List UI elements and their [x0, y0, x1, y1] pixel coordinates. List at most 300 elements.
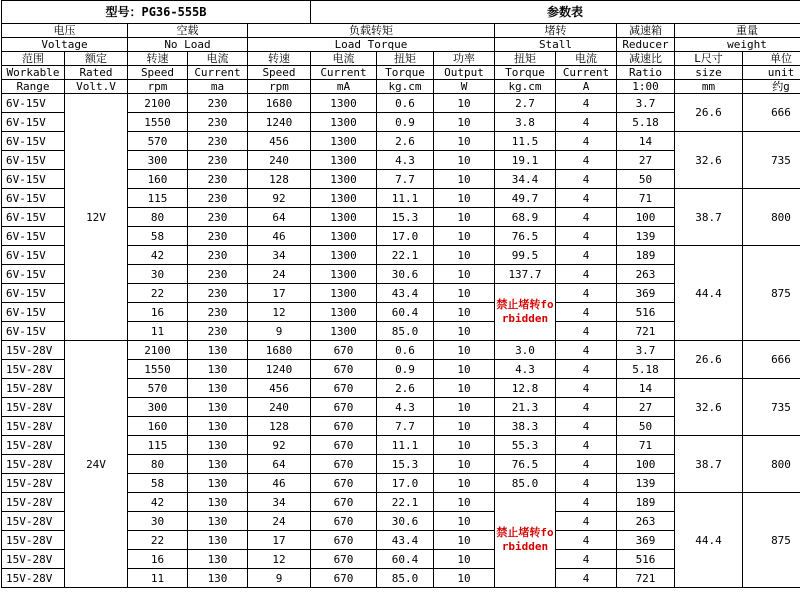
- noload-current-cell: 230: [188, 132, 248, 151]
- ratio-cell: 14: [617, 132, 675, 151]
- load-torque-cell: 15.3: [377, 208, 434, 227]
- noload-speed-cell: 115: [128, 436, 188, 455]
- noload-current-cell: 130: [188, 436, 248, 455]
- noload-speed-cell: 11: [128, 569, 188, 588]
- noload-speed-cell: 80: [128, 208, 188, 227]
- load-torque-cell: 2.6: [377, 379, 434, 398]
- column-header-unit: [2, 80, 800, 94]
- noload-speed-cell: 160: [128, 170, 188, 189]
- ratio-cell: 50: [617, 170, 675, 189]
- output-cell: 10: [434, 455, 495, 474]
- load-torque-cell: 43.4: [377, 531, 434, 550]
- output-cell: 10: [434, 189, 495, 208]
- col-unit: mm: [675, 80, 743, 94]
- stall-current-cell: 4: [556, 550, 617, 569]
- load-current-cell: 670: [311, 436, 377, 455]
- col-cn: 扭矩: [495, 52, 556, 66]
- load-current-cell: 670: [311, 360, 377, 379]
- noload-current-cell: 130: [188, 417, 248, 436]
- load-speed-cell: 240: [248, 151, 311, 170]
- noload-speed-cell: 11: [128, 322, 188, 341]
- load-torque-cell: 4.3: [377, 398, 434, 417]
- noload-current-cell: 230: [188, 189, 248, 208]
- col-unit: 约g: [743, 80, 800, 94]
- range-cell: 6V-15V: [2, 113, 65, 132]
- column-header-en: [2, 66, 800, 80]
- load-speed-cell: 64: [248, 208, 311, 227]
- noload-speed-cell: 300: [128, 151, 188, 170]
- noload-current-cell: 130: [188, 455, 248, 474]
- reducer-group-cn: 减速箱: [617, 24, 675, 38]
- ratio-cell: 263: [617, 512, 675, 531]
- noload-current-cell: 230: [188, 113, 248, 132]
- stall-torque-cell: 68.9: [495, 208, 556, 227]
- load-speed-cell: 12: [248, 550, 311, 569]
- ratio-cell: 189: [617, 246, 675, 265]
- noload-speed-cell: 16: [128, 303, 188, 322]
- load-torque-cell: 30.6: [377, 265, 434, 284]
- load-torque-cell: 43.4: [377, 284, 434, 303]
- col-cn: 电流: [188, 52, 248, 66]
- group-header-cn: [2, 24, 800, 38]
- stall-current-cell: 4: [556, 132, 617, 151]
- range-cell: 15V-28V: [2, 379, 65, 398]
- stall-current-cell: 4: [556, 455, 617, 474]
- load-current-cell: 670: [311, 512, 377, 531]
- noload-current-cell: 130: [188, 493, 248, 512]
- stall-torque-cell: 3.0: [495, 341, 556, 360]
- forbidden-stall-note: 禁止堵转forbidden: [495, 493, 556, 588]
- stall-current-cell: 4: [556, 151, 617, 170]
- voltage-group-cn: 电压: [2, 24, 128, 38]
- load-torque-cell: 85.0: [377, 569, 434, 588]
- load-current-cell: 1300: [311, 303, 377, 322]
- gearbox-weight-cell: 875: [743, 246, 800, 341]
- load-current-cell: 1300: [311, 227, 377, 246]
- col-cn: 功率: [434, 52, 495, 66]
- stall-current-cell: 4: [556, 246, 617, 265]
- stall-current-cell: 4: [556, 417, 617, 436]
- load-current-cell: 670: [311, 474, 377, 493]
- load-speed-cell: 24: [248, 512, 311, 531]
- params-title: 参数表: [311, 1, 800, 24]
- stall-torque-cell: 49.7: [495, 189, 556, 208]
- output-cell: 10: [434, 379, 495, 398]
- output-cell: 10: [434, 512, 495, 531]
- gearbox-size-cell: 38.7: [675, 189, 743, 246]
- load-speed-cell: 34: [248, 493, 311, 512]
- output-cell: 10: [434, 208, 495, 227]
- range-cell: 15V-28V: [2, 531, 65, 550]
- stall-torque-cell: 4.3: [495, 360, 556, 379]
- load-speed-cell: 1680: [248, 341, 311, 360]
- col-en: unit: [743, 66, 800, 80]
- load-speed-cell: 24: [248, 265, 311, 284]
- output-cell: 10: [434, 531, 495, 550]
- noload-speed-cell: 1550: [128, 113, 188, 132]
- noload-current-cell: 130: [188, 550, 248, 569]
- col-en: Current: [311, 66, 377, 80]
- stall-torque-cell: 38.3: [495, 417, 556, 436]
- ratio-cell: 100: [617, 208, 675, 227]
- noload-current-cell: 230: [188, 227, 248, 246]
- gearbox-weight-cell: 666: [743, 94, 800, 132]
- load-current-cell: 1300: [311, 132, 377, 151]
- noload-speed-cell: 30: [128, 512, 188, 531]
- load-current-cell: 1300: [311, 265, 377, 284]
- load-speed-cell: 1240: [248, 360, 311, 379]
- gearbox-weight-cell: 735: [743, 379, 800, 436]
- range-cell: 15V-28V: [2, 512, 65, 531]
- load-torque-cell: 22.1: [377, 246, 434, 265]
- col-cn: 范围: [2, 52, 65, 66]
- output-cell: 10: [434, 360, 495, 379]
- ratio-cell: 5.18: [617, 113, 675, 132]
- load-speed-cell: 17: [248, 284, 311, 303]
- voltage-group-en: Voltage: [2, 38, 128, 52]
- output-cell: 10: [434, 265, 495, 284]
- spec-table: [1, 0, 800, 588]
- output-cell: 10: [434, 569, 495, 588]
- stall-group-cn: 堵转: [495, 24, 617, 38]
- noload-speed-cell: 58: [128, 474, 188, 493]
- range-cell: 15V-28V: [2, 417, 65, 436]
- output-cell: 10: [434, 113, 495, 132]
- output-cell: 10: [434, 303, 495, 322]
- load-torque-cell: 15.3: [377, 455, 434, 474]
- range-cell: 6V-15V: [2, 170, 65, 189]
- output-cell: 10: [434, 436, 495, 455]
- col-unit: ma: [188, 80, 248, 94]
- noload-current-cell: 130: [188, 474, 248, 493]
- gearbox-weight-cell: 735: [743, 132, 800, 189]
- stall-torque-cell: 3.8: [495, 113, 556, 132]
- output-cell: 10: [434, 170, 495, 189]
- group-header-en: [2, 38, 800, 52]
- range-cell: 6V-15V: [2, 303, 65, 322]
- output-cell: 10: [434, 341, 495, 360]
- stall-torque-cell: 76.5: [495, 227, 556, 246]
- ratio-cell: 5.18: [617, 360, 675, 379]
- noload-speed-cell: 22: [128, 531, 188, 550]
- stall-torque-cell: 19.1: [495, 151, 556, 170]
- range-cell: 15V-28V: [2, 493, 65, 512]
- stall-current-cell: 4: [556, 94, 617, 113]
- stall-current-cell: 4: [556, 512, 617, 531]
- col-cn: 转速: [248, 52, 311, 66]
- col-en: Current: [556, 66, 617, 80]
- noload-speed-cell: 80: [128, 455, 188, 474]
- noload-current-cell: 130: [188, 512, 248, 531]
- load-current-cell: 1300: [311, 246, 377, 265]
- noload-current-cell: 230: [188, 170, 248, 189]
- output-cell: 10: [434, 132, 495, 151]
- load-torque-cell: 11.1: [377, 436, 434, 455]
- stall-current-cell: 4: [556, 113, 617, 132]
- noload-current-cell: 230: [188, 208, 248, 227]
- noload-current-cell: 230: [188, 246, 248, 265]
- col-en: Ratio: [617, 66, 675, 80]
- col-en: Speed: [248, 66, 311, 80]
- noload-current-cell: 230: [188, 265, 248, 284]
- ratio-cell: 516: [617, 303, 675, 322]
- ratio-cell: 139: [617, 227, 675, 246]
- load-speed-cell: 92: [248, 436, 311, 455]
- ratio-cell: 50: [617, 417, 675, 436]
- col-unit: rpm: [248, 80, 311, 94]
- range-cell: 15V-28V: [2, 550, 65, 569]
- load-torque-cell: 0.6: [377, 341, 434, 360]
- ratio-cell: 3.7: [617, 341, 675, 360]
- stall-current-cell: 4: [556, 341, 617, 360]
- gearbox-size-cell: 32.6: [675, 132, 743, 189]
- noload-speed-cell: 58: [128, 227, 188, 246]
- noload-group-en: No Load: [128, 38, 248, 52]
- model-title: 型号：PG36-555B: [2, 1, 311, 24]
- table-row: [2, 341, 800, 360]
- ratio-cell: 139: [617, 474, 675, 493]
- stall-current-cell: 4: [556, 322, 617, 341]
- load-speed-cell: 17: [248, 531, 311, 550]
- load-torque-cell: 7.7: [377, 417, 434, 436]
- noload-speed-cell: 22: [128, 284, 188, 303]
- load-current-cell: 670: [311, 493, 377, 512]
- output-cell: 10: [434, 227, 495, 246]
- gearbox-weight-cell: 875: [743, 493, 800, 588]
- noload-speed-cell: 115: [128, 189, 188, 208]
- load-torque-cell: 17.0: [377, 227, 434, 246]
- stall-torque-cell: 21.3: [495, 398, 556, 417]
- output-cell: 10: [434, 284, 495, 303]
- range-cell: 15V-28V: [2, 360, 65, 379]
- rated-voltage-cell: 12V: [65, 94, 128, 341]
- range-cell: 15V-28V: [2, 569, 65, 588]
- ratio-cell: 369: [617, 531, 675, 550]
- title-row: [2, 1, 800, 24]
- col-en: Workable: [2, 66, 65, 80]
- load-torque-cell: 22.1: [377, 493, 434, 512]
- col-en: Torque: [377, 66, 434, 80]
- output-cell: 10: [434, 94, 495, 113]
- stall-group-en: Stall: [495, 38, 617, 52]
- ratio-cell: 263: [617, 265, 675, 284]
- load-torque-cell: 0.9: [377, 113, 434, 132]
- stall-torque-cell: 85.0: [495, 474, 556, 493]
- noload-speed-cell: 30: [128, 265, 188, 284]
- output-cell: 10: [434, 151, 495, 170]
- col-unit: Volt.V: [65, 80, 128, 94]
- load-torque-cell: 85.0: [377, 322, 434, 341]
- rated-voltage-cell: 24V: [65, 341, 128, 588]
- ratio-cell: 71: [617, 189, 675, 208]
- noload-current-cell: 230: [188, 94, 248, 113]
- ratio-cell: 721: [617, 569, 675, 588]
- noload-speed-cell: 570: [128, 379, 188, 398]
- weight-group-cn: 重量: [675, 24, 800, 38]
- output-cell: 10: [434, 322, 495, 341]
- col-en: Output: [434, 66, 495, 80]
- noload-speed-cell: 570: [128, 132, 188, 151]
- range-cell: 6V-15V: [2, 227, 65, 246]
- col-unit: W: [434, 80, 495, 94]
- col-en: Current: [188, 66, 248, 80]
- col-cn: 减速比: [617, 52, 675, 66]
- load-torque-cell: 17.0: [377, 474, 434, 493]
- load-speed-cell: 34: [248, 246, 311, 265]
- stall-current-cell: 4: [556, 227, 617, 246]
- output-cell: 10: [434, 246, 495, 265]
- stall-current-cell: 4: [556, 398, 617, 417]
- gearbox-size-cell: 26.6: [675, 341, 743, 379]
- noload-group-cn: 空载: [128, 24, 248, 38]
- load-torque-cell: 60.4: [377, 303, 434, 322]
- load-speed-cell: 1680: [248, 94, 311, 113]
- gearbox-size-cell: 32.6: [675, 379, 743, 436]
- stall-current-cell: 4: [556, 569, 617, 588]
- load-current-cell: 670: [311, 417, 377, 436]
- range-cell: 6V-15V: [2, 265, 65, 284]
- col-en: Torque: [495, 66, 556, 80]
- load-speed-cell: 46: [248, 474, 311, 493]
- noload-current-cell: 130: [188, 379, 248, 398]
- col-cn: 电流: [311, 52, 377, 66]
- stall-torque-cell: 11.5: [495, 132, 556, 151]
- ratio-cell: 189: [617, 493, 675, 512]
- load-torque-cell: 30.6: [377, 512, 434, 531]
- output-cell: 10: [434, 474, 495, 493]
- range-cell: 15V-28V: [2, 474, 65, 493]
- load-current-cell: 1300: [311, 94, 377, 113]
- stall-torque-cell: 76.5: [495, 455, 556, 474]
- load-current-cell: 1300: [311, 208, 377, 227]
- load-current-cell: 1300: [311, 189, 377, 208]
- noload-current-cell: 130: [188, 398, 248, 417]
- stall-current-cell: 4: [556, 208, 617, 227]
- noload-current-cell: 130: [188, 341, 248, 360]
- gearbox-weight-cell: 800: [743, 189, 800, 246]
- forbidden-stall-note: 禁止堵转forbidden: [495, 284, 556, 341]
- load-current-cell: 1300: [311, 170, 377, 189]
- ratio-cell: 27: [617, 398, 675, 417]
- output-cell: 10: [434, 550, 495, 569]
- stall-torque-cell: 34.4: [495, 170, 556, 189]
- stall-current-cell: 4: [556, 284, 617, 303]
- load-speed-cell: 64: [248, 455, 311, 474]
- col-cn: 转速: [128, 52, 188, 66]
- range-cell: 6V-15V: [2, 208, 65, 227]
- load-group-cn: 负载转矩: [248, 24, 495, 38]
- reducer-group-en: Reducer: [617, 38, 675, 52]
- weight-group-en: weight: [675, 38, 800, 52]
- stall-current-cell: 4: [556, 265, 617, 284]
- stall-current-cell: 4: [556, 379, 617, 398]
- ratio-cell: 721: [617, 322, 675, 341]
- stall-current-cell: 4: [556, 360, 617, 379]
- load-current-cell: 1300: [311, 113, 377, 132]
- noload-current-cell: 230: [188, 151, 248, 170]
- col-unit: mA: [311, 80, 377, 94]
- output-cell: 10: [434, 398, 495, 417]
- stall-torque-cell: 55.3: [495, 436, 556, 455]
- noload-speed-cell: 2100: [128, 341, 188, 360]
- col-unit: Range: [2, 80, 65, 94]
- ratio-cell: 27: [617, 151, 675, 170]
- col-en: size: [675, 66, 743, 80]
- load-speed-cell: 128: [248, 417, 311, 436]
- stall-current-cell: 4: [556, 303, 617, 322]
- load-torque-cell: 2.6: [377, 132, 434, 151]
- load-speed-cell: 456: [248, 379, 311, 398]
- col-unit: A: [556, 80, 617, 94]
- noload-speed-cell: 16: [128, 550, 188, 569]
- load-speed-cell: 1240: [248, 113, 311, 132]
- load-torque-cell: 0.6: [377, 94, 434, 113]
- gearbox-weight-cell: 800: [743, 436, 800, 493]
- load-current-cell: 670: [311, 398, 377, 417]
- stall-current-cell: 4: [556, 531, 617, 550]
- range-cell: 6V-15V: [2, 246, 65, 265]
- load-speed-cell: 9: [248, 322, 311, 341]
- table-row: [2, 94, 800, 113]
- ratio-cell: 3.7: [617, 94, 675, 113]
- range-cell: 6V-15V: [2, 322, 65, 341]
- column-header-cn: [2, 52, 800, 66]
- col-unit: 1:00: [617, 80, 675, 94]
- range-cell: 15V-28V: [2, 341, 65, 360]
- load-current-cell: 670: [311, 531, 377, 550]
- stall-current-cell: 4: [556, 493, 617, 512]
- col-cn: 电流: [556, 52, 617, 66]
- gearbox-size-cell: 44.4: [675, 493, 743, 588]
- col-cn: 扭矩: [377, 52, 434, 66]
- load-current-cell: 1300: [311, 322, 377, 341]
- ratio-cell: 516: [617, 550, 675, 569]
- ratio-cell: 369: [617, 284, 675, 303]
- noload-speed-cell: 42: [128, 493, 188, 512]
- ratio-cell: 14: [617, 379, 675, 398]
- load-speed-cell: 9: [248, 569, 311, 588]
- col-cn: 单位: [743, 52, 800, 66]
- load-torque-cell: 11.1: [377, 189, 434, 208]
- col-cn: 额定: [65, 52, 128, 66]
- range-cell: 6V-15V: [2, 94, 65, 113]
- ratio-cell: 71: [617, 436, 675, 455]
- load-torque-cell: 4.3: [377, 151, 434, 170]
- noload-speed-cell: 2100: [128, 94, 188, 113]
- load-speed-cell: 128: [248, 170, 311, 189]
- gearbox-size-cell: 44.4: [675, 246, 743, 341]
- col-unit: kg.cm: [377, 80, 434, 94]
- load-torque-cell: 60.4: [377, 550, 434, 569]
- load-current-cell: 670: [311, 455, 377, 474]
- load-current-cell: 1300: [311, 284, 377, 303]
- noload-speed-cell: 160: [128, 417, 188, 436]
- load-group-en: Load Torque: [248, 38, 495, 52]
- stall-current-cell: 4: [556, 170, 617, 189]
- gearbox-size-cell: 38.7: [675, 436, 743, 493]
- range-cell: 15V-28V: [2, 455, 65, 474]
- noload-current-cell: 230: [188, 303, 248, 322]
- stall-current-cell: 4: [556, 436, 617, 455]
- range-cell: 6V-15V: [2, 284, 65, 303]
- noload-current-cell: 130: [188, 531, 248, 550]
- gearbox-size-cell: 26.6: [675, 94, 743, 132]
- stall-torque-cell: 137.7: [495, 265, 556, 284]
- load-current-cell: 670: [311, 569, 377, 588]
- noload-current-cell: 230: [188, 284, 248, 303]
- stall-current-cell: 4: [556, 189, 617, 208]
- stall-torque-cell: 2.7: [495, 94, 556, 113]
